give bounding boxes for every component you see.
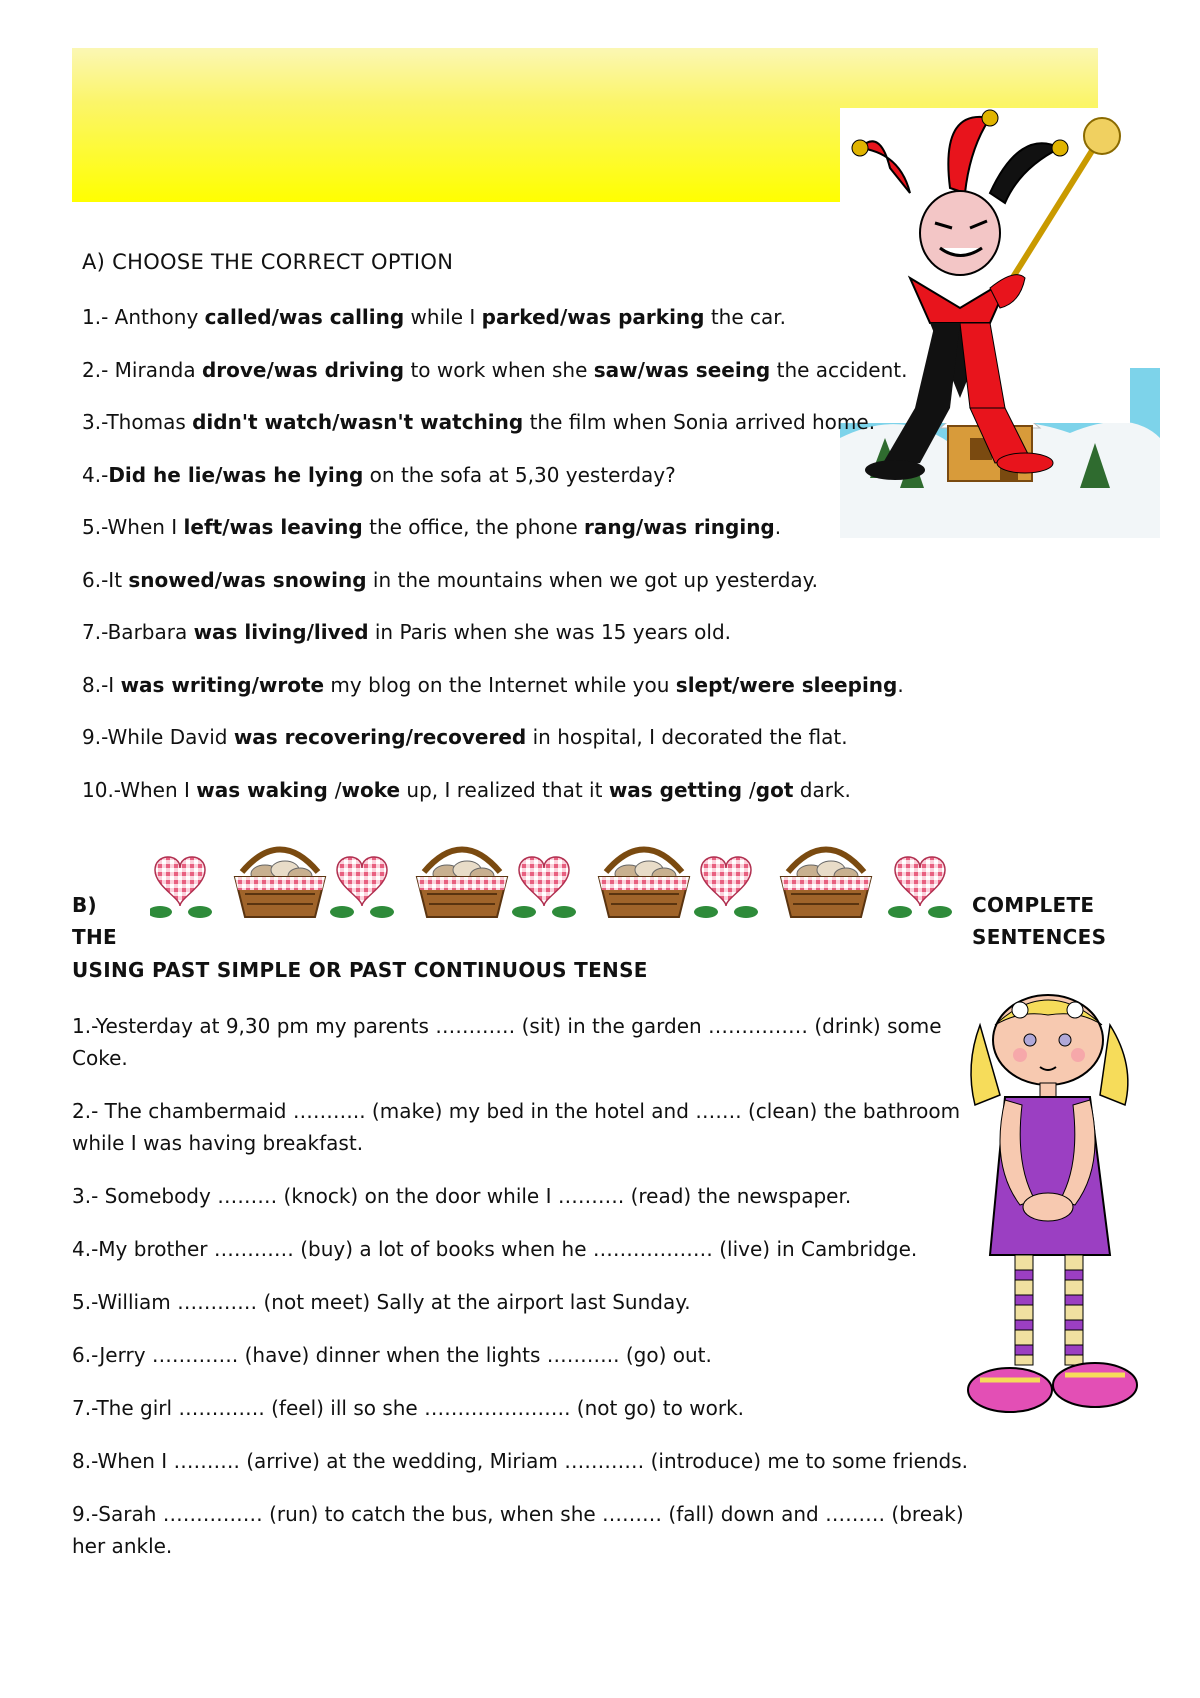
answer-option: slept/were sleeping [675, 672, 898, 697]
exercise-a-item [82, 777, 862, 830]
section-b-complete: COMPLETE [972, 893, 1095, 917]
answer-option: was waking [196, 777, 335, 802]
section-b-label: B) [72, 893, 97, 917]
exercise-a-item [82, 724, 862, 777]
sentence-text: in Paris when she was 15 years old. [368, 620, 732, 644]
sentence-text: the office, the phone [362, 515, 584, 539]
sentence-text: . [774, 515, 782, 539]
answer-option: got [755, 777, 794, 802]
exercise-b-item: 8.-When I ………. (arrive) at the wedding, Miriam ………… (introduce) me to some friends. [72, 1449, 969, 1473]
answer-option: was recovering/recovered [233, 725, 527, 749]
sentence-text: 1.- Anthony [82, 305, 205, 329]
sentence-text: 9.-While David [82, 725, 234, 749]
sentence-text: 7.-Barbara [82, 620, 194, 644]
sentence-text: 6.-It [82, 567, 129, 592]
answer-option: didn't watch/wasn't watching [192, 410, 524, 434]
answer-option: was writing/wrote [120, 672, 325, 697]
girl-illustration [960, 985, 1150, 1425]
exercise-a-item [82, 462, 862, 515]
answer-option: called/was calling [204, 305, 405, 329]
sentence-text: dark. [793, 777, 851, 802]
answer-option: drove/was driving [201, 357, 405, 382]
exercise-a-item [82, 619, 862, 672]
section-b-list [72, 1010, 972, 1583]
section-b-sentences: SENTENCES [972, 925, 1107, 949]
sentence-text: 10.-When I [82, 777, 197, 802]
sentence-text: . [897, 672, 904, 697]
sentence-text: 8.-I [82, 672, 121, 697]
section-b-the: THE [72, 925, 117, 949]
answer-option: was living/lived [193, 620, 369, 644]
exercise-b-item: 6.-Jerry …………. (have) dinner when the lights ……….. (go) out. [72, 1343, 712, 1367]
exercise-b-item: 5.-William ………… (not meet) Sally at the airport last Sunday. [72, 1290, 691, 1314]
section-a-title: A) CHOOSE THE CORRECT OPTION [82, 250, 454, 274]
sentence-text: in the mountains when we got up yesterday. [366, 567, 818, 592]
sentence-text: the accident. [770, 357, 908, 382]
exercise-b-item: 7.-The girl …………. (feel) ill so she …………………. (not go) to work. [72, 1396, 745, 1420]
exercise-a-item [82, 567, 862, 620]
sentence-text: up, I realized that it [400, 777, 609, 802]
exercise-b-item: 4.-My brother ………… (buy) a lot of books when he ……………… (live) in Cambridge. [72, 1237, 918, 1261]
sentence-text: in hospital, I decorated the flat. [526, 725, 848, 749]
exercise-b-item: 9.-Sarah …………… (run) to catch the bus, when she ……… (fall) down and ……… (break) her ankle. [72, 1502, 964, 1558]
section-b-using: USING PAST SIMPLE OR PAST CONTINUOUS TENSE [72, 958, 648, 982]
answer-option: woke [341, 777, 401, 802]
sentence-text: 5.-When I [82, 515, 184, 539]
answer-option: parked/was parking [481, 305, 705, 329]
exercise-a-item [82, 672, 904, 725]
exercise-a-item [82, 514, 862, 567]
exercise-b-item: 2.- The chambermaid ……….. (make) my bed in the hotel and ……. (clean) the bathroom while I was having breakfast. [72, 1099, 961, 1155]
sentence-text: 3.-Thomas [82, 410, 193, 434]
sentence-text: the car. [704, 305, 787, 329]
sentence-text: to work when she [404, 357, 594, 382]
exercise-a-item [82, 357, 908, 410]
sentence-text: / [749, 777, 756, 802]
answer-option: was getting [608, 777, 750, 802]
sentence-text: my blog on the Internet while you [324, 672, 676, 697]
jester-illustration [840, 108, 1170, 588]
answer-option: snowed/was snowing [128, 567, 367, 592]
exercise-b-item: 1.-Yesterday at 9,30 pm my parents ………… (sit) in the garden …………… (drink) some Coke. [72, 1014, 942, 1070]
sentence-text: on the sofa at 5,30 yesterday? [363, 462, 676, 487]
sentence-text: 4.- [82, 462, 109, 487]
answer-option: saw/was seeing [593, 357, 771, 382]
answer-option: left/was leaving [183, 515, 363, 539]
sentence-text: 2.- Miranda [82, 357, 202, 382]
exercise-a-item [82, 304, 862, 357]
exercise-b-item: 3.- Somebody ……… (knock) on the door while I ………. (read) the newspaper. [72, 1184, 852, 1208]
sentence-text: while I [404, 305, 482, 329]
exercise-a-item [82, 409, 876, 462]
decorative-border [150, 830, 970, 920]
answer-option: Did he lie/was he lying [108, 462, 364, 487]
sentence-text: / [334, 777, 342, 802]
sentence-text: the film when Sonia arrived home. [523, 410, 876, 434]
section-a-list [82, 304, 908, 829]
answer-option: rang/was ringing [584, 515, 775, 539]
